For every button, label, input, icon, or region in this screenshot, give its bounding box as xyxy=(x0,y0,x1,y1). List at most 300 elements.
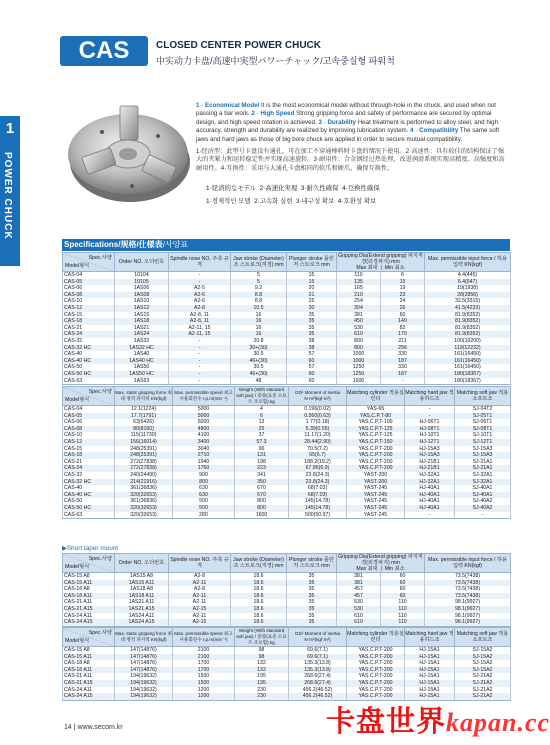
table-cell: 18.6 xyxy=(231,586,287,593)
table-cell: 230 xyxy=(235,687,289,694)
table-cell: 28(2856) xyxy=(425,292,511,299)
table-row xyxy=(63,305,511,312)
table-row xyxy=(63,345,511,352)
col-jaw-stroke: Jaw stroke (Diameter) 조 스트로크(직경) mm xyxy=(231,554,287,573)
col-gripping-force: Max. static gripping force 최대 정적 파지력 KN(kgf) xyxy=(115,387,173,406)
table-cell: 23.8(24.3) xyxy=(289,479,347,486)
table-cell: 800 xyxy=(173,479,235,486)
table-cell: 20.8 xyxy=(231,338,287,345)
table-cell: 70.5(7.2) xyxy=(289,446,347,453)
table-cell: 135.3(13.8) xyxy=(289,667,347,674)
model-cell: CAS-24 xyxy=(63,331,115,338)
model-cell: CAS-15 A8 xyxy=(63,573,115,580)
spec-table-short-taper-performance xyxy=(62,627,511,701)
table-cell: 361(36836) xyxy=(115,485,173,492)
model-cell: CAS-15 xyxy=(63,312,115,319)
table-cell: 1200 xyxy=(173,693,235,700)
table-cell: 98 xyxy=(235,647,289,654)
table-row xyxy=(63,459,511,466)
model-cell: CAS-18 xyxy=(63,452,115,459)
table-cell: 5000 xyxy=(173,406,235,413)
table-cell: 18.6 xyxy=(231,619,287,626)
table-cell: YAS.C.P.T-200 xyxy=(347,647,405,654)
table-cell: HJ-40A1 xyxy=(405,492,455,499)
table-cell: 304 xyxy=(337,305,381,312)
table-row xyxy=(63,647,511,654)
table-cell: - xyxy=(405,413,455,420)
table-cell: A2-11, 15 xyxy=(169,331,231,338)
chuck-photo xyxy=(62,80,212,220)
table-row xyxy=(63,452,511,459)
table-cell: 610 xyxy=(337,331,381,338)
table-cell: SJ-21A1 xyxy=(455,465,511,472)
table-cell: 81.9(8352) xyxy=(425,331,511,338)
table-cell: 457 xyxy=(337,586,381,593)
table-cell: SJ-21A2 xyxy=(455,673,511,680)
table-row xyxy=(63,687,511,694)
table-cell: 18.6 xyxy=(231,606,287,613)
table-cell: A2-6 xyxy=(169,298,231,305)
table-cell: YAS.C.P.T-125 xyxy=(347,432,405,439)
table-corner: Spec.사양 Model형식 xyxy=(63,554,115,573)
col-inertia: GD² Moment of inertia N·m²(kgf·m²) xyxy=(289,628,347,647)
table-cell: A2-8, 11 xyxy=(169,318,231,325)
table-cell: 1000 xyxy=(337,358,381,365)
table-cell: 65(6.7) xyxy=(289,452,347,459)
table-cell: 35 xyxy=(287,312,337,319)
table-cell: SJ-40A2 xyxy=(455,498,511,505)
table-cell: 1AS21 xyxy=(115,325,169,332)
table-cell: SJ-21A1 xyxy=(455,459,511,466)
table-cell: 2710 xyxy=(173,452,235,459)
feature-3: 3 · Durability Heat treatment is performed to alloy steel, and high accuracy, strength and durability are realized by improving lubrication system. xyxy=(196,118,499,135)
table-cell: 500 xyxy=(173,505,235,512)
table-cell: 1AS40 xyxy=(115,351,169,358)
table-row xyxy=(63,580,511,587)
table-cell: 1AS50 HC xyxy=(115,371,169,378)
table-cell: 381 xyxy=(337,580,381,587)
table-row xyxy=(63,512,511,519)
table-cell: 341 xyxy=(235,472,289,479)
table-row xyxy=(63,371,511,378)
features-ja: 1·経済的なモデル 2·高速化実現 3·耐久性確保 4·互換性確保 xyxy=(206,185,380,192)
table-row xyxy=(63,667,511,674)
table-cell: HJ-32A1 xyxy=(405,472,455,479)
table-cell: 194(19632) xyxy=(115,680,173,687)
table-cell: - xyxy=(169,272,231,279)
table-cell: HJ-12T1 xyxy=(405,439,455,446)
description-zh: 1·经济型：此型号卡盘没有通孔，可在加工不穿通棒料时卡盘的情况下使用。2·高速性：具有较佳的结构保证了强大的夹紧力和运转稳定性并实现高速旋转。3·耐用性：合金钢经过热处理，改进润滑系统实现高精度、高强度和高耐用性。4·互换性：采用与大通孔卡盘相同的软爪和硬爪，确保互换性。 xyxy=(196,148,505,172)
table-row xyxy=(63,465,511,472)
table-cell: 81.9(8352) xyxy=(425,318,511,325)
table-cell: 3040 xyxy=(173,446,235,453)
table-cell: 161(16450) xyxy=(425,364,511,371)
table-cell: YAS.C.P.T-200 xyxy=(347,465,405,472)
table-cell: - xyxy=(169,378,231,385)
table-cell: 132 xyxy=(235,667,289,674)
table-cell: YAS.C.P.T-200 xyxy=(347,660,405,667)
col-input-force: Max. permissible input force / 허용 입력 KN(kgf) xyxy=(425,253,511,272)
table-cell: SJ-08T1 xyxy=(455,426,511,433)
table-cell: HJ-40A1 xyxy=(405,505,455,512)
model-cell: CAS-50 HC xyxy=(63,371,115,378)
table-cell: 1250 xyxy=(337,364,381,371)
table-row xyxy=(63,586,511,593)
table-cell: 12.1(1224) xyxy=(115,406,173,413)
table-cell: 1AS21 A11 xyxy=(115,599,169,606)
model-cell: CAS-32 xyxy=(63,472,115,479)
table-cell: 8.8 xyxy=(231,292,287,299)
table-cell: 48 xyxy=(231,378,287,385)
col-weight: Weight (With standard soft jaw) / 중량(표준 소프트 조포함) kg xyxy=(236,387,287,404)
table-row xyxy=(63,492,511,499)
table-row xyxy=(63,364,511,371)
table-cell: - xyxy=(169,279,231,286)
table-cell: 98.1(9927) xyxy=(425,599,511,606)
table-cell: 6000 xyxy=(173,419,235,426)
table-cell: A2-11, 15 xyxy=(169,325,231,332)
table-cell: 11.17(1.20) xyxy=(289,432,347,439)
table-cell: 35 xyxy=(287,586,337,593)
table-cell: SJ-15A2 xyxy=(455,654,511,661)
table-cell: 81.9(8352) xyxy=(425,312,511,319)
table-cell: 800 xyxy=(235,505,289,512)
table-cell: 131 xyxy=(235,452,289,459)
table-cell: 180(18367) xyxy=(425,371,511,378)
table-cell: 800 xyxy=(235,498,289,505)
table-cell: HJ-15A1 xyxy=(405,680,455,687)
table-cell: 69.6(7.1) xyxy=(289,654,347,661)
col-spindle-nose: Spindle nose NO. 주축 규격 xyxy=(169,253,231,272)
table-row xyxy=(63,272,511,279)
table-cell: 18.6 xyxy=(231,580,287,587)
table-cell: 1940 xyxy=(173,459,235,466)
table-cell: 23.8(24.3) xyxy=(289,472,347,479)
model-cell: CAS-18 A8 xyxy=(63,586,115,593)
table-cell: 15 xyxy=(287,272,337,279)
table-cell: YAS.C.P.T-125 xyxy=(347,426,405,433)
table-row xyxy=(63,312,511,319)
table-cell: 68(7.03) xyxy=(289,492,347,499)
table-cell: 100(10200) xyxy=(425,338,511,345)
table-cell: 73.5(7438) xyxy=(425,573,511,580)
table-cell: 32.5(3315) xyxy=(425,298,511,305)
model-cell: CAS-21 A15 xyxy=(63,606,115,613)
table-cell: HJ-08T1 xyxy=(405,426,455,433)
table-cell: 5 xyxy=(231,272,287,279)
model-cell: CAS-32 HC xyxy=(63,345,115,352)
table-cell: SJ-40A2 xyxy=(455,505,511,512)
table-cell: YAST-245 xyxy=(347,492,405,499)
table-cell: 1700 xyxy=(173,667,235,674)
table-cell: 26 xyxy=(381,305,425,312)
table-row xyxy=(63,680,511,687)
table-cell: 1200 xyxy=(173,687,235,694)
table-cell: 68(7.03) xyxy=(289,485,347,492)
table-cell: SJ-40A1 xyxy=(455,485,511,492)
table-cell: 330 xyxy=(381,351,425,358)
table-cell: 180(18367) xyxy=(425,378,511,385)
table-cell: 500(50.97) xyxy=(289,512,347,519)
table-cell: YAS.C.P.T-200 xyxy=(347,654,405,661)
col-weight: Weight (With standard soft jaw) / 중량(표준 소프트 조포함) kg xyxy=(236,628,287,645)
col-order-no: Order NO. 오더번호 xyxy=(115,253,169,272)
table-cell: 1AS06 xyxy=(115,285,169,292)
table-cell: 223 xyxy=(235,465,289,472)
table-cell: 456.2(46.52) xyxy=(289,693,347,700)
table-row xyxy=(63,413,511,420)
model-cell: CAS-05 xyxy=(63,413,115,420)
table-cell: HJ-15A1 xyxy=(405,673,455,680)
model-cell: CAS-24 A15 xyxy=(63,693,115,700)
table-cell: A2-11 xyxy=(169,593,231,600)
table-cell: 1AS21 A15 xyxy=(115,606,169,613)
table-row xyxy=(63,673,511,680)
col-plunger-stroke: Plunger stroke 플런저 스트로크 mm xyxy=(287,554,337,573)
table-cell: 63(6426) xyxy=(115,419,173,426)
chapter-number: 1 xyxy=(5,120,15,137)
short-taper-label: ▶Short taper mount xyxy=(62,545,119,552)
table-cell: 5.39(0.55) xyxy=(289,426,347,433)
model-cell: CAS-50 HC xyxy=(63,505,115,512)
table-cell: 4.4(445) xyxy=(425,272,511,279)
col-plunger-stroke: Plunger stroke 플런저 스트로크 mm xyxy=(287,253,337,272)
page-subtitle: 中实动力卡盘/高速中実型パワーチャック/고속중실형 파워척 xyxy=(156,56,395,66)
table-cell: YAST-245 xyxy=(347,485,405,492)
table-cell: A2-6 xyxy=(169,292,231,299)
table-cell: 210 xyxy=(337,292,381,299)
table-cell: HJ-15A1 xyxy=(405,687,455,694)
table-cell: SJ-15A2 xyxy=(455,667,511,674)
table-cell: 4100 xyxy=(173,432,235,439)
table-cell: SJ-40A1 xyxy=(455,492,511,499)
col-soft-jaw: Matching soft jaw 적용 소프트조 xyxy=(455,628,511,647)
table-row xyxy=(63,573,511,580)
table-cell: 194(19632) xyxy=(115,693,173,700)
table-cell: YAS.C.P.T-200 xyxy=(347,459,405,466)
model-cell: CAS-21 xyxy=(63,459,115,466)
table-cell: 25 xyxy=(235,426,289,433)
table-row xyxy=(63,285,511,292)
table-cell: - xyxy=(169,364,231,371)
table-cell: 330 xyxy=(381,364,425,371)
table-cell: 57 xyxy=(287,364,337,371)
table-cell: HJ-06T1 xyxy=(405,419,455,426)
table-cell: 381 xyxy=(337,573,381,580)
table-cell: 500 xyxy=(173,498,235,505)
table-cell: 147(14876) xyxy=(115,667,173,674)
table-cell: 69.6(7.1) xyxy=(289,647,347,654)
page-footer: 14 | www.secom.kr xyxy=(64,724,123,731)
table-row xyxy=(63,378,511,385)
table-cell: - xyxy=(405,406,455,413)
table-cell: 0.196(0.02) xyxy=(289,406,347,413)
table-row xyxy=(63,419,511,426)
feature-1: 1 · Economical Model It is the most economical model without through-hole in the chuck, and used when not passing a bar work. xyxy=(196,102,496,118)
model-cell: CAS-24 A11 xyxy=(63,687,115,694)
model-cell: CAS-08 xyxy=(63,426,115,433)
product-logo: CAS xyxy=(60,36,148,66)
table-row xyxy=(63,446,511,453)
model-cell: CAS-21 A11 xyxy=(63,673,115,680)
table-cell: 1AS24 xyxy=(115,331,169,338)
table-row xyxy=(63,338,511,345)
table-cell: 1AS32 HC xyxy=(115,345,169,352)
col-hard-jaw: Matching hard jaw 적용하드조 xyxy=(405,628,455,647)
description-en xyxy=(196,102,506,144)
table-cell: - xyxy=(381,378,425,385)
table-cell: YAS.C.P.T-200 xyxy=(347,673,405,680)
table-cell: SJ-05T1 xyxy=(455,413,511,420)
model-cell: CAS-63 xyxy=(63,378,115,385)
table-cell: 170 xyxy=(381,331,425,338)
table-cell: 35 xyxy=(287,331,337,338)
table-corner: Spec.사양 Model형식 xyxy=(63,253,115,272)
model-cell: CAS-15 A11 xyxy=(63,654,115,661)
table-cell: 8.8 xyxy=(231,298,287,305)
table-cell: 1500 xyxy=(173,680,235,687)
table-row xyxy=(63,613,511,620)
table-cell: - xyxy=(169,351,231,358)
table-cell: 30 xyxy=(287,305,337,312)
table-cell: 60 xyxy=(287,358,337,365)
table-cell: SJ-15A2 xyxy=(455,660,511,667)
table-cell: 60 xyxy=(287,378,337,385)
table-cell: 110 xyxy=(381,606,425,613)
model-cell: CAS-10 xyxy=(63,298,115,305)
spec-table-short-taper-dimensions xyxy=(62,553,511,627)
table-cell: 1600 xyxy=(235,512,289,519)
table-cell: 38 xyxy=(287,345,337,352)
table-cell: 1AS24 A11 xyxy=(115,613,169,620)
table-cell: 457 xyxy=(337,593,381,600)
table-cell: 110 xyxy=(381,619,425,626)
table-row xyxy=(63,498,511,505)
table-cell: 4 xyxy=(235,406,289,413)
table-cell: 630 xyxy=(173,492,235,499)
table-cell: 57 xyxy=(287,351,337,358)
table-cell: 381 xyxy=(337,312,381,319)
model-cell: CAS-63 xyxy=(63,512,115,519)
col-soft-jaw: Matching soft jaw 적용 소프트조 xyxy=(455,387,511,406)
model-cell: CAS-12 xyxy=(63,305,115,312)
model-cell: CAS-08 xyxy=(63,292,115,299)
table-cell: 6.4(647) xyxy=(425,279,511,286)
table-cell: SJ-12T1 xyxy=(455,439,511,446)
table-cell: 5 xyxy=(231,279,287,286)
table-row xyxy=(63,331,511,338)
model-cell: CAS-21 A11 xyxy=(63,599,115,606)
table-cell: HJ-15A1 xyxy=(405,693,455,700)
table-cell: 156(16014) xyxy=(115,439,173,446)
table-cell: - xyxy=(455,512,511,519)
table-cell: 4800 xyxy=(173,426,235,433)
table-cell: 13 xyxy=(235,419,289,426)
table-cell: 610 xyxy=(337,613,381,620)
table-cell: 214(21916) xyxy=(115,479,173,486)
table-cell: A2-15 xyxy=(169,606,231,613)
table-cell: 10104 xyxy=(115,272,169,279)
table-cell: 296 xyxy=(381,345,425,352)
table-cell: 16 xyxy=(231,331,287,338)
table-corner: Spec.사양 Model형식 xyxy=(63,628,115,647)
table-cell: 35 xyxy=(287,606,337,613)
table-cell: 456.2(46.52) xyxy=(289,687,347,694)
table-cell: SJ-06T1 xyxy=(455,419,511,426)
table-cell: 96 xyxy=(235,446,289,453)
table-cell: 20 xyxy=(287,285,337,292)
table-cell: 195 xyxy=(235,680,289,687)
table-cell: HJ-15A1 xyxy=(405,647,455,654)
table-cell: HJ-10T1 xyxy=(405,432,455,439)
table-cell: 16 xyxy=(231,325,287,332)
table-row xyxy=(63,351,511,358)
table-cell: HJ-21B1 xyxy=(405,459,455,466)
table-cell: 60 xyxy=(381,573,425,580)
table-cell: 272(27838) xyxy=(115,459,173,466)
model-cell: CAS-24 A15 xyxy=(63,619,115,626)
table-cell: YAS-65 xyxy=(347,406,405,413)
model-cell: CAS-18 xyxy=(63,318,115,325)
table-cell: 60 xyxy=(381,312,425,319)
table-cell: 161(16450) xyxy=(425,351,511,358)
table-row xyxy=(63,619,511,626)
table-cell: 248(25391) xyxy=(115,446,173,453)
table-row xyxy=(63,479,511,486)
model-cell: CAS-50 xyxy=(63,498,115,505)
table-cell: 2100 xyxy=(173,654,235,661)
table-row xyxy=(63,358,511,365)
table-cell: 187 xyxy=(381,358,425,365)
table-cell: 1AS18 A8 xyxy=(115,586,169,593)
col-order-no: Order NO. 오더번호 xyxy=(115,554,169,573)
table-cell: 21 xyxy=(287,292,337,299)
table-cell: YAS.C.P.T-200 xyxy=(347,452,405,459)
table-cell: 81.9(8352) xyxy=(425,325,511,332)
table-cell: 320(32653) xyxy=(115,512,173,519)
table-cell: 19 xyxy=(381,285,425,292)
table-cell: 900 xyxy=(173,472,235,479)
table-cell: YAST-200 xyxy=(347,479,405,486)
table-cell: 670 xyxy=(235,492,289,499)
model-cell: CAS-06 xyxy=(63,285,115,292)
table-cell: 98.1(9927) xyxy=(425,613,511,620)
table-cell: 280 xyxy=(173,512,235,519)
table-cell: 1AS24 A15 xyxy=(115,619,169,626)
table-cell: 2100 xyxy=(173,647,235,654)
model-cell: CAS-04 xyxy=(63,272,115,279)
table-cell: 135.3(13.8) xyxy=(289,660,347,667)
col-gripping-dia: Gripping Dia(Extend gripping) 파지직경(외경파지) mm Max 최대 | Min 최소 xyxy=(338,253,423,271)
table-cell: 145(14.78) xyxy=(289,498,347,505)
table-cell: HJ-21B1 xyxy=(405,465,455,472)
table-cell: HJ-15A3 xyxy=(405,446,455,453)
table-cell: 1AS40 HC xyxy=(115,358,169,365)
table-cell: 46+(30) xyxy=(231,371,287,378)
table-cell: HJ-40A1 xyxy=(405,485,455,492)
table-cell: 188.2(19.2) xyxy=(289,459,347,466)
model-cell: CAS-05 xyxy=(63,279,115,286)
table-row xyxy=(63,325,511,332)
table-cell: 35 xyxy=(287,593,337,600)
table-cell: YAST-200 xyxy=(347,472,405,479)
table-cell: 10105 xyxy=(115,279,169,286)
table-cell: A2-8 xyxy=(169,586,231,593)
model-cell: CAS-21 A15 xyxy=(63,680,115,687)
table-cell: 320(32653) xyxy=(115,505,173,512)
table-cell: 30.5 xyxy=(231,364,287,371)
table-row xyxy=(63,439,511,446)
